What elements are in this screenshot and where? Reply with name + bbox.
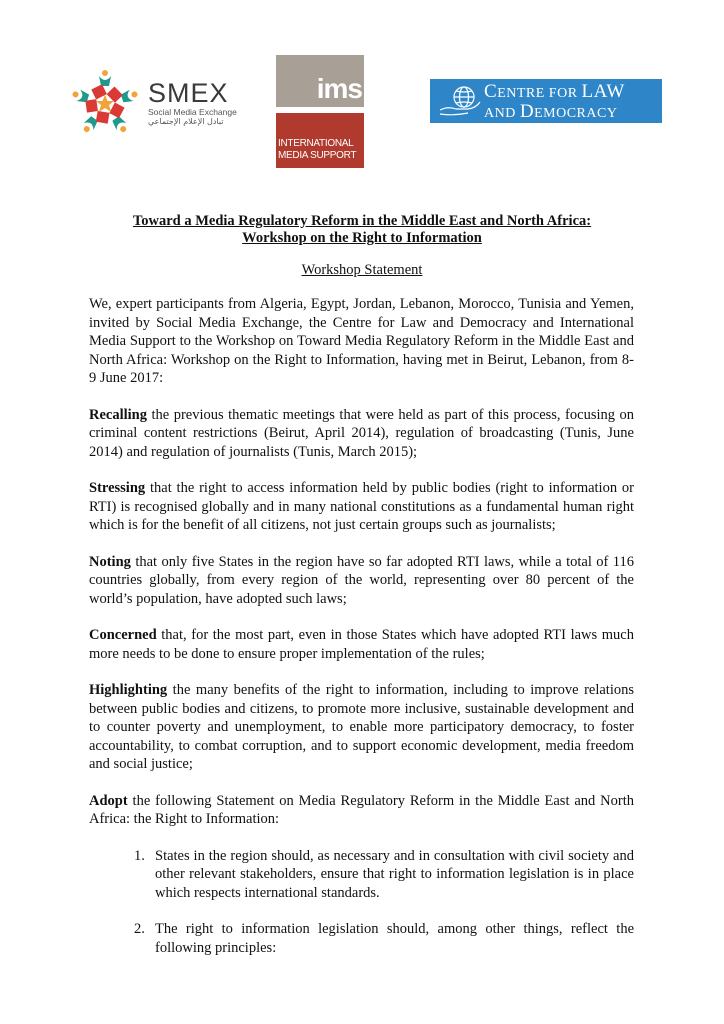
ims-logo bbox=[276, 55, 364, 168]
cld-for: FOR bbox=[544, 86, 582, 101]
ims-name: ims bbox=[316, 73, 362, 104]
list-item: 2. The right to information legislation should, among other things, reflect the following principles: bbox=[134, 921, 634, 956]
globe-hand-icon bbox=[438, 84, 482, 118]
smex-name: SMEX bbox=[148, 78, 229, 108]
paragraph-concerned: Concerned that, for the most part, even in those States which have adopted RTI laws much more needs to be done to ensure proper implementation of the rules; bbox=[89, 627, 634, 662]
paragraph-stressing: Stressing that the right to access information held by public bodies (right to information or RTI) is recognised globally and in many national constitutions as a fundamental human right which is for the benefit of all citizens, not just certain groups such as journalists; bbox=[89, 480, 634, 533]
cld-and: AND bbox=[484, 106, 520, 121]
cld-emocracy: EMOCRACY bbox=[534, 106, 618, 121]
cld-law: LAW bbox=[581, 81, 625, 102]
paragraph-recalling: Recalling the previous thematic meetings that were held as part of this process, focusing on criminal content restrictions (Beirut, April 2014), regulation of broadcasting (Tunis, June 2014) and regulation of journalists (Tunis, March 2015); bbox=[89, 406, 634, 460]
smex-star-icon bbox=[72, 70, 138, 136]
smex-logo bbox=[72, 70, 242, 135]
document-subtitle: Workshop Statement bbox=[301, 262, 423, 278]
document-body bbox=[89, 295, 634, 975]
smex-arabic: تبادل الإعلام الإجتماعي bbox=[148, 117, 224, 126]
cld-c: C bbox=[484, 81, 498, 102]
smex-subtitle: Social Media Exchange bbox=[148, 107, 237, 117]
logo-row bbox=[0, 50, 724, 180]
paragraph-highlighting: Highlighting the many benefits of the right to information, including to improve relations between public bodies and citizens, to promote more inclusive, sustainable development and to counter poverty and unemployment, to enable more participatory democracy, to foster accountability, to combat corruption, and to support economic development, media freedom and social justice; bbox=[89, 682, 634, 772]
cld-d: D bbox=[519, 101, 535, 122]
list-item: 1. States in the region should, as necessary and in consultation with civil society and other relevant stakeholders, ensure that right to information legislation is in place which respects international standards. bbox=[134, 847, 634, 901]
cld-logo bbox=[430, 79, 662, 123]
paragraph-noting: Noting that only five States in the region have so far adopted RTI laws, while a total of 116 countries globally, from every region of the world, representing over 80 percent of the world’s population, have adopted such laws; bbox=[89, 553, 634, 607]
cld-entre: ENTRE bbox=[497, 86, 545, 101]
ims-line2: MEDIA SUPPORT bbox=[278, 150, 357, 161]
title-line-1: Toward a Media Regulatory Reform in the Middle East and North Africa: bbox=[132, 213, 592, 229]
title-line-2: Workshop on the Right to Information bbox=[242, 230, 482, 246]
intro-paragraph: We, expert participants from Algeria, Egypt, Jordan, Lebanon, Morocco, Tunisia and Yemen, invited by Social Media Exchange, the Centre for Law and Democracy and International Media Support to the Workshop on Toward Media Regulatory Reform in the Middle East and North Africa: Workshop on the Right to Information, having met in Beirut, Lebanon, from 8-9 June 2017: bbox=[89, 296, 634, 386]
ims-line1: INTERNATIONAL bbox=[278, 138, 354, 149]
paragraph-adopt: Adopt the following Statement on Media Regulatory Reform in the Middle East and North Africa: the Right to Information: bbox=[89, 792, 634, 827]
numbered-list bbox=[89, 847, 634, 958]
document-title bbox=[0, 213, 724, 247]
